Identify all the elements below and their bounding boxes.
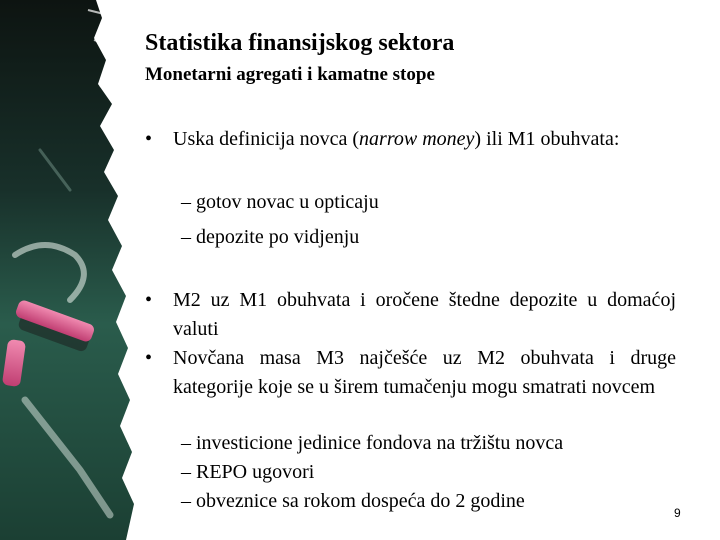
page-title: Statistika finansijskog sektora [145,30,455,56]
bullet-marker: • [145,128,153,150]
chalkboard-decoration [0,0,140,540]
bullet-m1 [145,125,676,154]
page-number: 9 [674,506,681,520]
narrow-money-term: narrow money [359,128,475,150]
bullet-text: Novčana masa M3 najčešće uz M2 obuhvata i druge kategorije koje se u širem tumačenju mogu smatrati novcem [173,347,676,398]
bullet-text: M2 uz M1 obuhvata i oročene štedne depozite u domaćoj valuti [173,289,676,340]
bullet-text: Uska definicija novca (narrow money) ili M1 obuhvata: [173,128,620,150]
bullet-m3 [145,344,676,402]
bullet-marker: • [145,289,153,311]
sub-bullet-cash: – gotov novac u opticaju [181,191,379,213]
sub-bullet-demand-deposits: – depozite po vidjenju [181,226,360,248]
bullet-marker: • [145,347,153,369]
bullet-m2 [145,286,676,344]
sub-bullet-repo: – REPO ugovori [181,461,315,483]
sub-bullet-money-market-funds: – investicione jedinice fondova na tržištu novca [181,432,564,454]
sub-bullet-bonds: – obveznice sa rokom dospeća do 2 godine [181,490,525,512]
page-subtitle: Monetarni agregati i kamatne stope [145,64,435,85]
